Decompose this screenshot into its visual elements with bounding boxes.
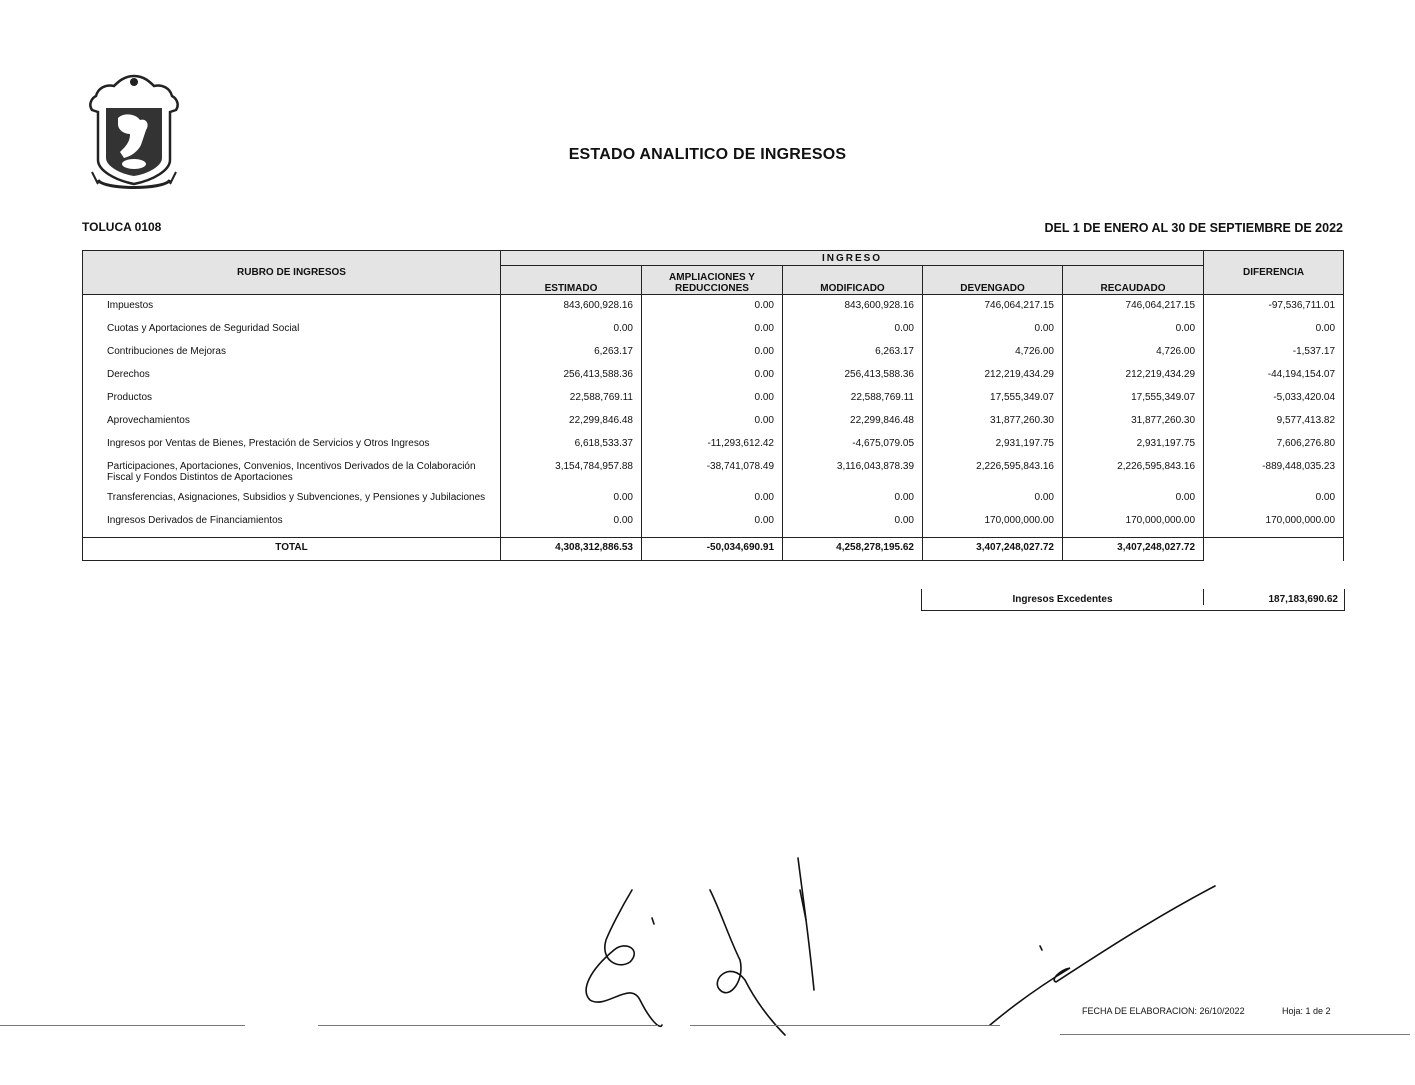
cell-recaudado: 2,226,595,843.16	[1063, 456, 1204, 487]
cell-modificado: 843,600,928.16	[783, 295, 923, 319]
cell-ampliaciones: 0.00	[642, 487, 783, 510]
table-row	[83, 410, 1344, 433]
cell-rubro: Contribuciones de Mejoras	[83, 341, 501, 364]
cell-modificado: 22,588,769.11	[783, 387, 923, 410]
cell-diferencia: 7,606,276.80	[1204, 433, 1344, 456]
cell-diferencia: -1,537.17	[1204, 341, 1344, 364]
header-estimado: ESTIMADO	[501, 266, 642, 295]
cell-ampliaciones: 0.00	[642, 341, 783, 364]
total-modificado: 4,258,278,195.62	[783, 538, 923, 561]
cell-modificado: 3,116,043,878.39	[783, 456, 923, 487]
total-diferencia-blank	[1204, 538, 1344, 561]
header-recaudado: RECAUDADO	[1063, 266, 1204, 295]
cell-devengado: 17,555,349.07	[923, 387, 1063, 410]
excedentes-value: 187,183,690.62	[1268, 594, 1338, 605]
cell-rubro: Productos	[83, 387, 501, 410]
cell-estimado: 6,263.17	[501, 341, 642, 364]
cell-diferencia: -44,194,154.07	[1204, 364, 1344, 387]
table-row	[83, 433, 1344, 456]
cell-modificado: 0.00	[783, 487, 923, 510]
cell-modificado: 256,413,588.36	[783, 364, 923, 387]
cell-recaudado: 2,931,197.75	[1063, 433, 1204, 456]
cell-devengado: 746,064,217.15	[923, 295, 1063, 319]
cell-recaudado: 0.00	[1063, 318, 1204, 341]
entity-name: TOLUCA 0108	[82, 220, 162, 234]
cell-devengado: 4,726.00	[923, 341, 1063, 364]
cell-ampliaciones: 0.00	[642, 295, 783, 319]
report-title: ESTADO ANALITICO DE INGRESOS	[568, 146, 847, 163]
cell-recaudado: 746,064,217.15	[1063, 295, 1204, 319]
cell-rubro: Aprovechamientos	[83, 410, 501, 433]
cell-devengado: 212,219,434.29	[923, 364, 1063, 387]
cell-devengado: 170,000,000.00	[923, 510, 1063, 538]
cell-diferencia: 170,000,000.00	[1204, 510, 1344, 538]
footer-line-left	[0, 1025, 245, 1026]
cell-diferencia: 0.00	[1204, 318, 1344, 341]
cell-estimado: 0.00	[501, 510, 642, 538]
cell-modificado: 0.00	[783, 510, 923, 538]
cell-rubro: Cuotas y Aportaciones de Seguridad Social	[83, 318, 501, 341]
cell-estimado: 3,154,784,957.88	[501, 456, 642, 487]
cell-recaudado: 212,219,434.29	[1063, 364, 1204, 387]
cell-estimado: 6,618,533.37	[501, 433, 642, 456]
cell-rubro: Derechos	[83, 364, 501, 387]
table-row	[83, 487, 1344, 510]
cell-devengado: 31,877,260.30	[923, 410, 1063, 433]
cell-recaudado: 17,555,349.07	[1063, 387, 1204, 410]
cell-diferencia: 9,577,413.82	[1204, 410, 1344, 433]
cell-ampliaciones: 0.00	[642, 364, 783, 387]
footer-line-right	[690, 1025, 1000, 1026]
cell-recaudado: 170,000,000.00	[1063, 510, 1204, 538]
excedentes-label: Ingresos Excedentes	[922, 589, 1204, 605]
table-row	[83, 341, 1344, 364]
cell-ampliaciones: -11,293,612.42	[642, 433, 783, 456]
header-devengado: DEVENGADO	[923, 266, 1063, 295]
cell-estimado: 0.00	[501, 318, 642, 341]
table-row	[83, 387, 1344, 410]
total-row	[83, 538, 1344, 561]
cell-devengado: 0.00	[923, 487, 1063, 510]
cell-recaudado: 0.00	[1063, 487, 1204, 510]
cell-devengado: 0.00	[923, 318, 1063, 341]
cell-diferencia: -97,536,711.01	[1204, 295, 1344, 319]
cell-estimado: 22,299,846.48	[501, 410, 642, 433]
cell-rubro: Transferencias, Asignaciones, Subsidios y Subvenciones, y Pensiones y Jubilaciones	[83, 487, 501, 510]
cell-ampliaciones: 0.00	[642, 410, 783, 433]
cell-rubro: Ingresos por Ventas de Bienes, Prestación de Servicios y Otros Ingresos	[83, 433, 501, 456]
income-table	[82, 250, 1344, 561]
ingresos-excedentes-box	[921, 589, 1345, 611]
footer-line-mid	[318, 1025, 658, 1026]
footer-line-far-right	[1060, 1034, 1410, 1035]
cell-diferencia: -5,033,420.04	[1204, 387, 1344, 410]
cell-diferencia: -889,448,035.23	[1204, 456, 1344, 487]
table-row	[83, 364, 1344, 387]
cell-ampliaciones: 0.00	[642, 318, 783, 341]
header-ampliaciones: AMPLIACIONES Y REDUCCIONES	[642, 266, 783, 295]
cell-devengado: 2,226,595,843.16	[923, 456, 1063, 487]
cell-ampliaciones: 0.00	[642, 387, 783, 410]
cell-ampliaciones: 0.00	[642, 510, 783, 538]
cell-rubro: Impuestos	[83, 295, 501, 319]
cell-estimado: 843,600,928.16	[501, 295, 642, 319]
header-rubro: RUBRO DE INGRESOS	[83, 251, 501, 295]
header-ingreso-group: INGRESO	[501, 251, 1204, 266]
cell-modificado: 0.00	[783, 318, 923, 341]
total-recaudado: 3,407,248,027.72	[1063, 538, 1204, 561]
cell-devengado: 2,931,197.75	[923, 433, 1063, 456]
table-row	[83, 295, 1344, 319]
total-estimado: 4,308,312,886.53	[501, 538, 642, 561]
cell-rubro: Participaciones, Aportaciones, Convenios, Incentivos Derivados de la Colaboración Fiscal y Fondos Distintos de Aportaciones	[83, 456, 501, 487]
page-number: Hoja: 1 de 2	[1282, 1006, 1331, 1016]
cell-estimado: 256,413,588.36	[501, 364, 642, 387]
header-diferencia: DIFERENCIA	[1204, 251, 1344, 295]
cell-modificado: 22,299,846.48	[783, 410, 923, 433]
report-period: DEL 1 DE ENERO AL 30 DE SEPTIEMBRE DE 2022	[1044, 221, 1343, 235]
total-ampliaciones: -50,034,690.91	[642, 538, 783, 561]
cell-estimado: 0.00	[501, 487, 642, 510]
coat-of-arms-logo	[84, 72, 184, 194]
cell-modificado: 6,263.17	[783, 341, 923, 364]
cell-ampliaciones: -38,741,078.49	[642, 456, 783, 487]
total-devengado: 3,407,248,027.72	[923, 538, 1063, 561]
total-label: TOTAL	[83, 538, 501, 561]
table-row	[83, 318, 1344, 341]
cell-recaudado: 4,726.00	[1063, 341, 1204, 364]
header-modificado: MODIFICADO	[783, 266, 923, 295]
table-row	[83, 456, 1344, 487]
cell-modificado: -4,675,079.05	[783, 433, 923, 456]
table-row	[83, 510, 1344, 538]
cell-rubro: Ingresos Derivados de Financiamientos	[83, 510, 501, 538]
cell-recaudado: 31,877,260.30	[1063, 410, 1204, 433]
elaboration-date: FECHA DE ELABORACION: 26/10/2022	[1082, 1006, 1245, 1016]
cell-estimado: 22,588,769.11	[501, 387, 642, 410]
cell-diferencia: 0.00	[1204, 487, 1344, 510]
